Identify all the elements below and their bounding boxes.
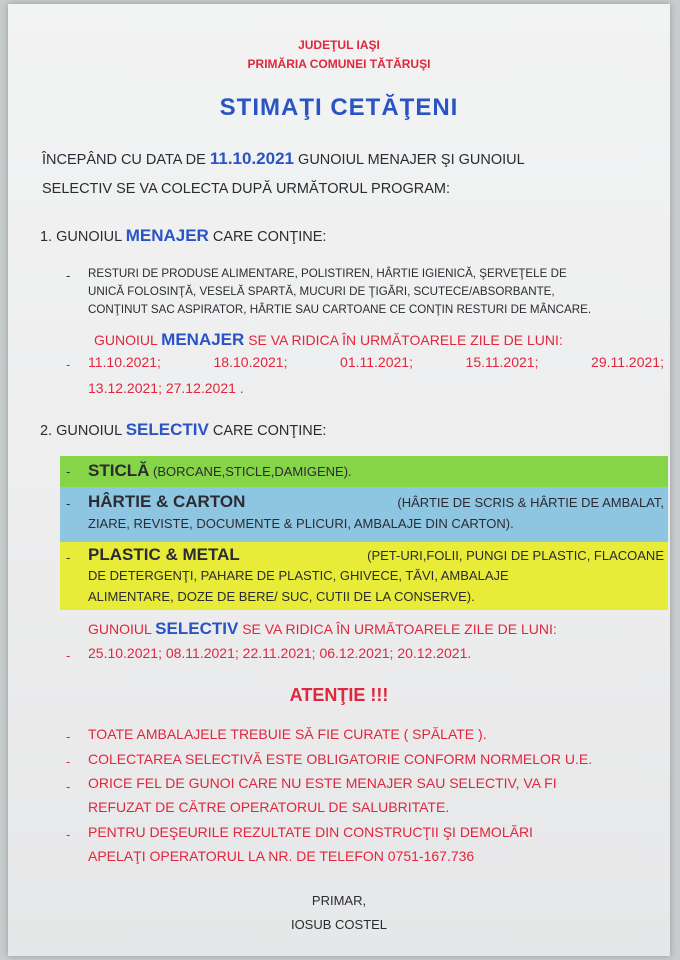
town-hall-line: PRIMĂRIA COMUNEI TĂTĂRUŞI xyxy=(247,57,431,71)
intro-line-1: ÎNCEPÂND CU DATA DE 11.10.2021 GUNOIUL MENAJER ŞI GUNOIUL xyxy=(42,149,525,168)
date-item: 11.10.2021; xyxy=(88,354,161,370)
category-glass: STICLĂ (BORCANE,STICLE,DAMIGENE). xyxy=(88,461,352,480)
section-2-heading: 2. GUNOIUL SELECTIV CARE CONŢINE: xyxy=(40,420,327,439)
attention-item: ORICE FEL DE GUNOI CARE NU ESTE MENAJER SAU SELECTIV, VA FI REFUZAT DE CĂTRE OPERATORUL DE SALUBRITATE. xyxy=(88,775,557,815)
signature-title: PRIMAR, xyxy=(311,893,367,908)
date-item: 01.11.2021; xyxy=(340,354,413,370)
selectiv-dates: 25.10.2021; 08.11.2021; 22.11.2021; 06.12.2021; 20.12.2021. xyxy=(88,645,472,661)
list-dash: - xyxy=(66,464,71,479)
menajer-dates xyxy=(88,354,664,404)
date-item: 29.11.2021; xyxy=(591,354,664,370)
category-plastic: PLASTIC & METAL (PET-URI,FOLII, PUNGI DE PLASTIC, FLACOANE DE DETERGENŢI, PAHARE DE PLASTIC, GHIVECE, TĂVI, AMBALAJE ALIMENTARE, DOZE DE BERE/ SUC, CUTII DE LA CONSERVE). xyxy=(88,545,664,604)
menajer-schedule-heading: GUNOIUL MENAJER SE VA RIDICA ÎN URMĂTOARELE ZILE DE LUNI: xyxy=(94,330,563,349)
notice-sheet xyxy=(8,4,670,956)
menajer-contents: RESTURI DE PRODUSE ALIMENTARE, POLISTIREN, HÂRTIE IGIENICĂ, ŞERVEŢELE DE UNICĂ FOLOSINŢĂ, VESELĂ SPARTĂ, MUCURI DE ŢIGĂRI, SCUTECE/ABSORBANTE, CONŢINUT SAC ASPIRATOR, HÂRTIE SAU CARTOANE CE CONŢIN RESTURI DE MÂNCARE. xyxy=(88,267,592,316)
attention-item: COLECTAREA SELECTIVĂ ESTE OBLIGATORIE CONFORM NORMELOR U.E. xyxy=(88,751,593,767)
selectiv-schedule-heading: GUNOIUL SELECTIV SE VA RIDICA ÎN URMĂTOARELE ZILE DE LUNI: xyxy=(88,619,557,638)
list-dash: - xyxy=(66,827,71,842)
signature-name: IOSUB COSTEL xyxy=(290,917,388,932)
list-dash: - xyxy=(66,268,71,283)
county-line: JUDEŢUL IAŞI xyxy=(298,38,380,52)
list-dash: - xyxy=(66,496,71,511)
list-dash: - xyxy=(66,754,71,769)
page-title: STIMAŢI CETĂŢENI xyxy=(219,94,459,121)
list-dash: - xyxy=(66,779,71,794)
list-dash: - xyxy=(66,648,71,663)
list-dash: - xyxy=(66,729,71,744)
selectiv-keyword: SELECTIV xyxy=(125,420,209,439)
section-1-heading: 1. GUNOIUL MENAJER CARE CONŢINE: xyxy=(40,226,327,245)
category-paper: HÂRTIE & CARTON (HÂRTIE DE SCRIS & HÂRTIE DE AMBALAT, ZIARE, REVISTE, DOCUMENTE & PLICURI, AMBALAJE DIN CARTON). xyxy=(88,492,664,531)
attention-item: PENTRU DEŞEURILE REZULTATE DIN CONSTRUCŢII ŞI DEMOLĂRI APELAŢI OPERATORUL LA NR. DE TELEFON 0751-167.736 xyxy=(88,824,533,864)
date-item: 18.10.2021; xyxy=(213,354,288,370)
attention-heading: ATENŢIE !!! xyxy=(289,685,389,705)
menajer-keyword: MENAJER xyxy=(125,226,209,245)
list-dash: - xyxy=(66,550,71,565)
date-item: 13.12.2021; 27.12.2021 . xyxy=(88,380,244,396)
attention-item: TOATE AMBALAJELE TREBUIE SĂ FIE CURATE ( SPĂLATE ). xyxy=(88,726,487,742)
date-item: 15.11.2021; xyxy=(465,354,539,370)
start-date: 11.10.2021 xyxy=(209,149,295,168)
list-dash: - xyxy=(66,357,71,372)
intro-line-2: SELECTIV SE VA COLECTA DUPĂ URMĂTORUL PROGRAM: xyxy=(42,181,450,197)
